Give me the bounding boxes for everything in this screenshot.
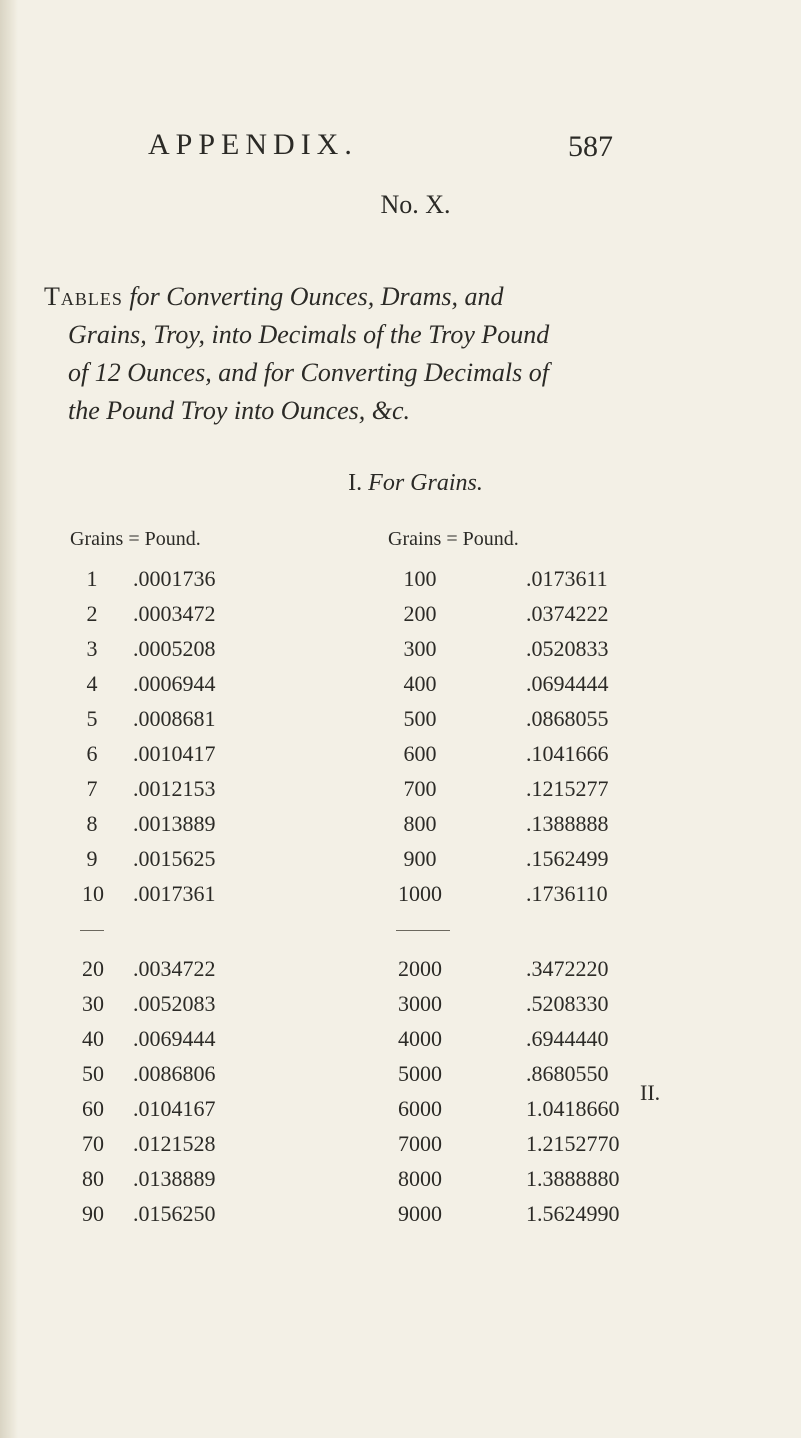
table-row [0,772,801,807]
column-header-left: Grains = Pound. [70,528,201,550]
page-number: 587 [568,130,613,163]
table-row [0,987,801,1022]
table-row [0,1127,801,1162]
table-row [0,1022,801,1057]
grains-cell: 9 [86,846,98,871]
pound-cell: .0008681 [133,706,216,731]
grains-cell: 90 [82,1201,104,1226]
title-line-1-rest: for Converting Ounces, Drams, and [129,282,504,311]
grains-cell: 300 [403,636,437,661]
grains-cell: 4 [86,671,98,696]
table-numeral: I. [348,470,363,496]
pound-cell: .0005208 [133,636,216,661]
pound-cell: .0138889 [133,1166,216,1191]
pound-cell: .1215277 [526,776,609,801]
grains-cell: 80 [82,1166,104,1191]
grains-cell: 3000 [398,991,442,1016]
grains-cell: 60 [82,1096,104,1121]
table-row [0,877,801,912]
grains-cell: 200 [403,601,437,626]
grains-cell: 500 [403,706,437,731]
pound-cell: .1041666 [526,741,609,766]
pound-cell: .0694444 [526,671,609,696]
pound-cell: .0156250 [133,1201,216,1226]
grains-cell: 6000 [398,1096,442,1121]
table-row [0,562,801,597]
pound-cell: .0121528 [133,1131,216,1156]
pound-cell: .0052083 [133,991,216,1016]
separator-rule-right [396,930,450,931]
pound-cell: .0003472 [133,601,216,626]
grains-cell: 600 [403,741,437,766]
table-row [0,1057,801,1092]
pound-cell: 1.0418660 [526,1096,620,1121]
pound-cell: 1.3888880 [526,1166,620,1191]
grains-cell: 70 [82,1131,104,1156]
title-small-caps: Tables [44,282,123,311]
pound-cell: .0104167 [133,1096,216,1121]
pound-cell: .8680550 [526,1061,609,1086]
grains-cell: 900 [403,846,437,871]
grains-cell: 5000 [398,1061,442,1086]
pound-cell: .0520833 [526,636,609,661]
pound-cell: .0374222 [526,601,609,626]
title-line-3: of 12 Ounces, and for Converting Decimals of [68,358,549,387]
grains-cell: 2000 [398,956,442,981]
pound-cell: 1.2152770 [526,1131,620,1156]
grains-cell: 5 [86,706,98,731]
table-row [0,667,801,702]
pound-cell: .0069444 [133,1026,216,1051]
grains-cell: 1 [86,566,98,591]
table-title [44,278,704,430]
grains-cell: 8 [86,811,98,836]
running-head: APPENDIX. [148,128,358,161]
grains-cell: 400 [403,671,437,696]
column-header-right: Grains = Pound. [388,528,519,550]
pound-cell: .0013889 [133,811,216,836]
table-row [0,1092,801,1127]
grains-cell: 9000 [398,1201,442,1226]
pound-cell: .1562499 [526,846,609,871]
table-heading-text: For Grains. [368,470,483,496]
grains-cell: 8000 [398,1166,442,1191]
title-line-2: Grains, Troy, into Decimals of the Troy Pound [68,320,550,349]
grains-cell: 700 [403,776,437,801]
grains-cell: 7000 [398,1131,442,1156]
pound-cell: .1736110 [526,881,608,906]
pound-cell: 1.5624990 [526,1201,620,1226]
grains-cell: 30 [82,991,104,1016]
grains-cell: 10 [82,881,104,906]
grains-cell: 20 [82,956,104,981]
title-line-4: the Pound Troy into Ounces, &c. [68,396,411,425]
grains-cell: 4000 [398,1026,442,1051]
title-line-1 [44,278,704,316]
table-row [0,702,801,737]
pound-cell: .0010417 [133,741,216,766]
pound-cell: .0001736 [133,566,216,591]
grains-cell: 3 [86,636,98,661]
conversion-table [0,562,801,1232]
pound-cell: .5208330 [526,991,609,1016]
pound-cell: .0868055 [526,706,609,731]
grains-cell: 7 [86,776,98,801]
pound-cell: .0006944 [133,671,216,696]
pound-cell: .0015625 [133,846,216,871]
table-row [0,632,801,667]
grains-cell: 2 [86,601,98,626]
table-row [0,952,801,987]
table-row [0,1197,801,1232]
pound-cell: .1388888 [526,811,609,836]
catchword: II. [640,1080,661,1105]
grains-cell: 40 [82,1026,104,1051]
table-row [0,1162,801,1197]
grains-cell: 6 [86,741,98,766]
grains-cell: 100 [403,566,437,591]
pound-cell: .0086806 [133,1061,216,1086]
pound-cell: .3472220 [526,956,609,981]
pound-cell: .0017361 [133,881,216,906]
section-number: No. X. [380,190,451,219]
table-heading [0,470,801,497]
separator-rule-left [80,930,104,931]
pound-cell: .0012153 [133,776,216,801]
table-row [0,597,801,632]
group-separator [0,912,801,952]
table-row [0,842,801,877]
pound-cell: .0173611 [526,566,608,591]
table-row [0,807,801,842]
grains-cell: 50 [82,1061,104,1086]
pound-cell: .0034722 [133,956,216,981]
pound-cell: .6944440 [526,1026,609,1051]
table-row [0,737,801,772]
grains-cell: 1000 [398,881,442,906]
grains-cell: 800 [403,811,437,836]
